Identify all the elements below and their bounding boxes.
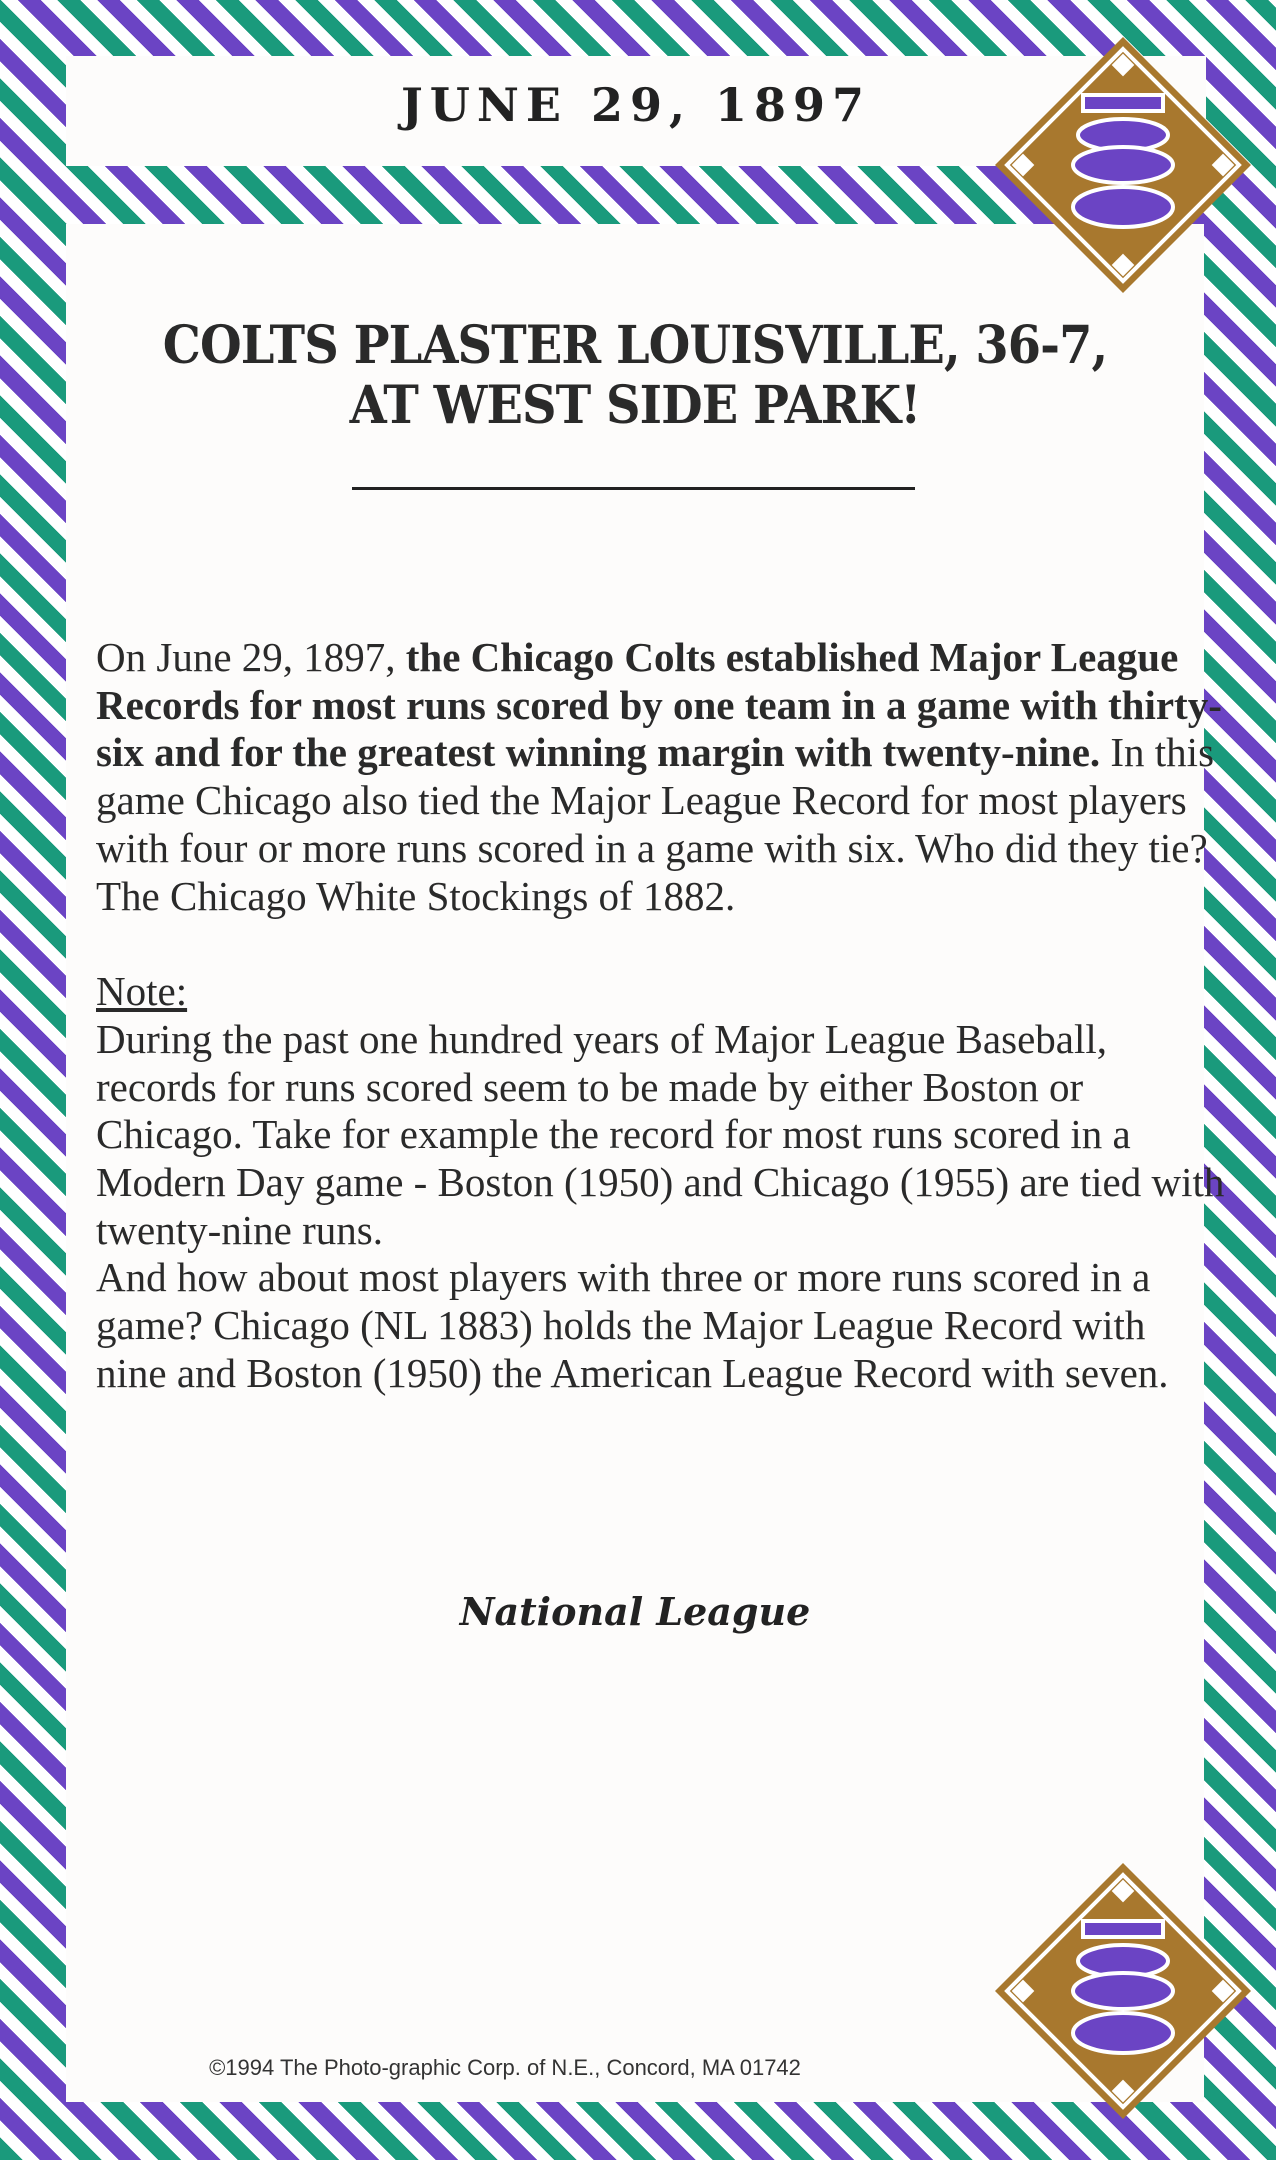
note-paragraph-1: During the past one hundred years of Major League Baseball, records for runs scored seem to be made by either Boston or Chicago. Take for example the record for most runs scored in a Modern Day game - Boston (1950) and Chicago (1955) are tied with twenty-nine runs.: [96, 1015, 1225, 1253]
intro-rest-text: In this game Chicago also tied the Major League Record for most players with four or more runs scored in a game with six. Who did they tie? The Chicago White Stockings of 1882.: [96, 729, 1215, 919]
logo-1800-icon: [993, 35, 1253, 295]
content-panel: [66, 224, 1225, 2102]
league-label: National League: [459, 1589, 811, 1634]
date-heading: JUNE 29, 1897: [400, 78, 872, 132]
note-paragraph-2: And how about most players with three or more runs scored in a game? Chicago (NL 1883) holds the Major League Record with nine and Boston (1950) the American League Record with seven.: [96, 1254, 1169, 1396]
headline: [112, 316, 1159, 436]
note-label: Note:: [96, 968, 188, 1015]
logo-diamond-top: [993, 35, 1253, 295]
headline-line-1: COLTS PLASTER LOUISVILLE, 36-7,: [162, 315, 1108, 376]
logo-1800-icon: [993, 1861, 1253, 2121]
article-body: [96, 634, 1226, 1398]
intro-bold-text: the Chicago Colts established Major League Records for most runs scored by one team in a game with thirty-six and for the greatest winning margin with twenty-nine.: [96, 634, 1222, 776]
intro-paragraph: [96, 634, 1226, 920]
divider: [352, 487, 915, 490]
intro-text: On June 29, 1897,: [96, 634, 406, 680]
headline-line-2: AT WEST SIDE PARK!: [349, 375, 921, 436]
copyright: ©1994 The Photo-graphic Corp. of N.E., Concord, MA 01742: [209, 2055, 801, 2080]
logo-diamond-bottom: [993, 1861, 1253, 2121]
